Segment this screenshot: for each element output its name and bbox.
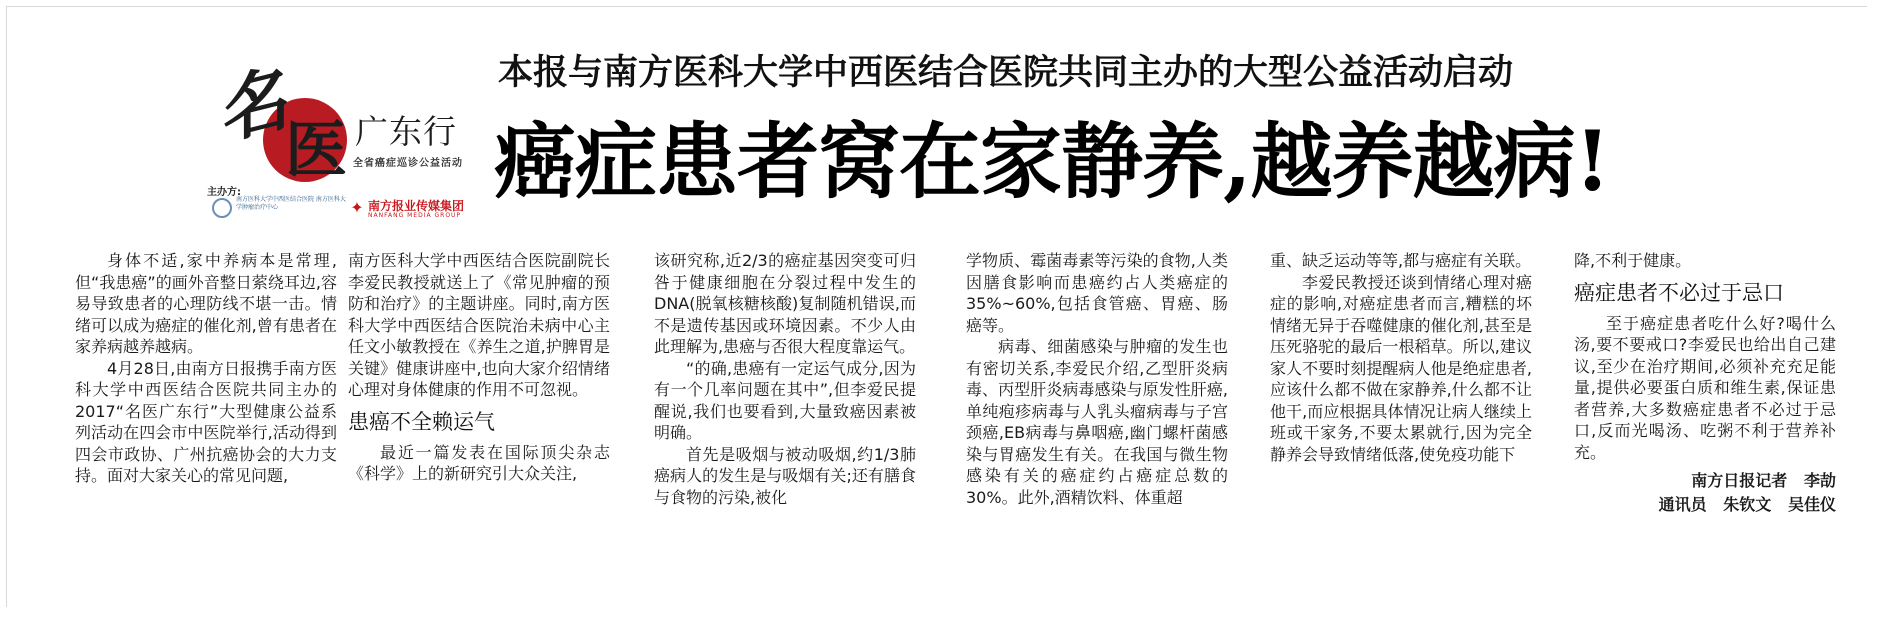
paragraph: 李爱民教授还谈到情绪心理对癌症的影响,对癌症患者而言,糟糕的坏情绪无异于吞噬健康的催化剂,甚至是压死骆驼的最后一根稻草。所以,建议家人不要时刻提醒病人他是绝症患者,应该什么都不做在家静养,什么都不让他干,而应根据具体情况让病人继续上班或干家务,不要太累就行,因为完全静养会导致情绪低落,使免疫功能下	[1270, 272, 1532, 464]
paragraph: 该研究称,近2/3的癌症基因突变可归咎于健康细胞在分裂过程中发生的DNA(脱氧核糖核酸)复制随机错误,而不是遗传基因或环境因素。不少人由此理解为,患癌与否很大程度靠运气。	[654, 251, 916, 356]
hospital-name: 南方医科大学中西医结合医院 南方医科大学肿瘤治疗中心	[236, 196, 346, 211]
logo-ming-char: 名	[207, 56, 296, 155]
media-group-icon: ✦	[350, 198, 364, 217]
sponsor-label: 主办方:	[207, 187, 241, 198]
paragraph: 至于癌症患者吃什么好?喝什么汤,要不要戒口?李爱民也给出自己建议,至少在治疗期间,必须补充充足能量,提供必要蛋白质和维生素,保证患者营养,大多数癌症患者不必过于忌口,反而光喝汤、吃粥不利于营养补充。	[1574, 313, 1836, 462]
paragraph: 降,不利于健康。	[1574, 251, 1692, 270]
article-column-3	[654, 250, 916, 508]
kicker-headline: 本报与南方医科大学中西医结合医院共同主办的大型公益活动启动	[498, 52, 1514, 93]
article-column-6	[1574, 250, 1836, 517]
article-column-4	[966, 250, 1228, 508]
paragraph: 4月28日,由南方日报携手南方医科大学中西医结合医院共同主办的2017“名医广东行”大型健康公益系列活动在四会市中医院举行,活动得到四会市政协、广州抗癌协会的大力支持。面对大家关心的常见问题,	[75, 358, 337, 485]
logo-guangdong-xing: 广东行	[355, 112, 457, 151]
hospital-emblem-icon	[212, 198, 232, 218]
section-heading: 癌症患者不必过于忌口	[1574, 280, 1784, 305]
byline-reporter: 南方日报记者 李劼	[1691, 471, 1836, 490]
paragraph: 最近一篇发表在国际顶尖杂志《科学》上的新研究引大众关注,	[348, 442, 610, 483]
media-group-name: 南方报业传媒集团	[368, 199, 465, 213]
article-column-2	[348, 250, 610, 485]
paragraph: “的确,患癌有一定运气成分,因为有一个几率问题在其中”,但李爱民提醒说,我们也要看到,大量致癌因素被明确。	[654, 358, 916, 442]
paragraph: 身体不适,家中养病本是常理,但“我患癌”的画外音整日萦绕耳边,容易导致患者的心理防线不堪一击。情绪可以成为癌症的催化剂,曾有患者在家养病越养越病。	[75, 251, 337, 356]
paragraph: 首先是吸烟与被动吸烟,约1/3肺癌病人的发生是与吸烟有关;还有膳食与食物的污染,被化	[654, 444, 916, 507]
logo-subtitle: 全省癌症巡诊公益活动	[353, 158, 463, 169]
logo-yi-char: 医	[284, 113, 347, 186]
article-column-1	[75, 250, 337, 487]
byline	[1574, 469, 1836, 517]
section-heading: 患癌不全赖运气	[348, 409, 495, 434]
paragraph: 病毒、细菌感染与肿瘤的发生也有密切关系,李爱民介绍,乙型肝炎病毒、丙型肝炎病毒感染与原发性肝癌,单纯疱疹病毒与人乳头瘤病毒与子宫颈癌,EB病毒与鼻咽癌,幽门螺杆菌感染与胃癌发生有关。在我国与微生物感染有关的癌症约占癌症总数的30%。此外,酒精饮料、体重超	[966, 337, 1228, 507]
paragraph: 南方医科大学中西医结合医院副院长李爱民教授就送上了《常见肿瘤的预防和治疗》的主题讲座。同时,南方医科大学中西医结合医院治未病中心主任文小敏教授在《养生之道,护脾胃是关键》健康讲座中,也向大家介绍情绪心理对身体健康的作用不可忽视。	[348, 251, 610, 399]
byline-correspondents: 通讯员 朱钦文 吴佳仪	[1658, 495, 1836, 514]
paragraph: 重、缺乏运动等等,都与癌症有关联。	[1270, 251, 1532, 270]
media-group-en: NANFANG MEDIA GROUP	[368, 212, 462, 219]
paragraph: 学物质、霉菌毒素等污染的食物,人类因膳食影响而患癌约占人类癌症的35%~60%,包括食管癌、胃癌、肠癌等。	[966, 251, 1228, 335]
main-headline: 癌症患者窝在家静养,越养越病!	[494, 114, 1610, 210]
article-column-5	[1270, 250, 1532, 465]
